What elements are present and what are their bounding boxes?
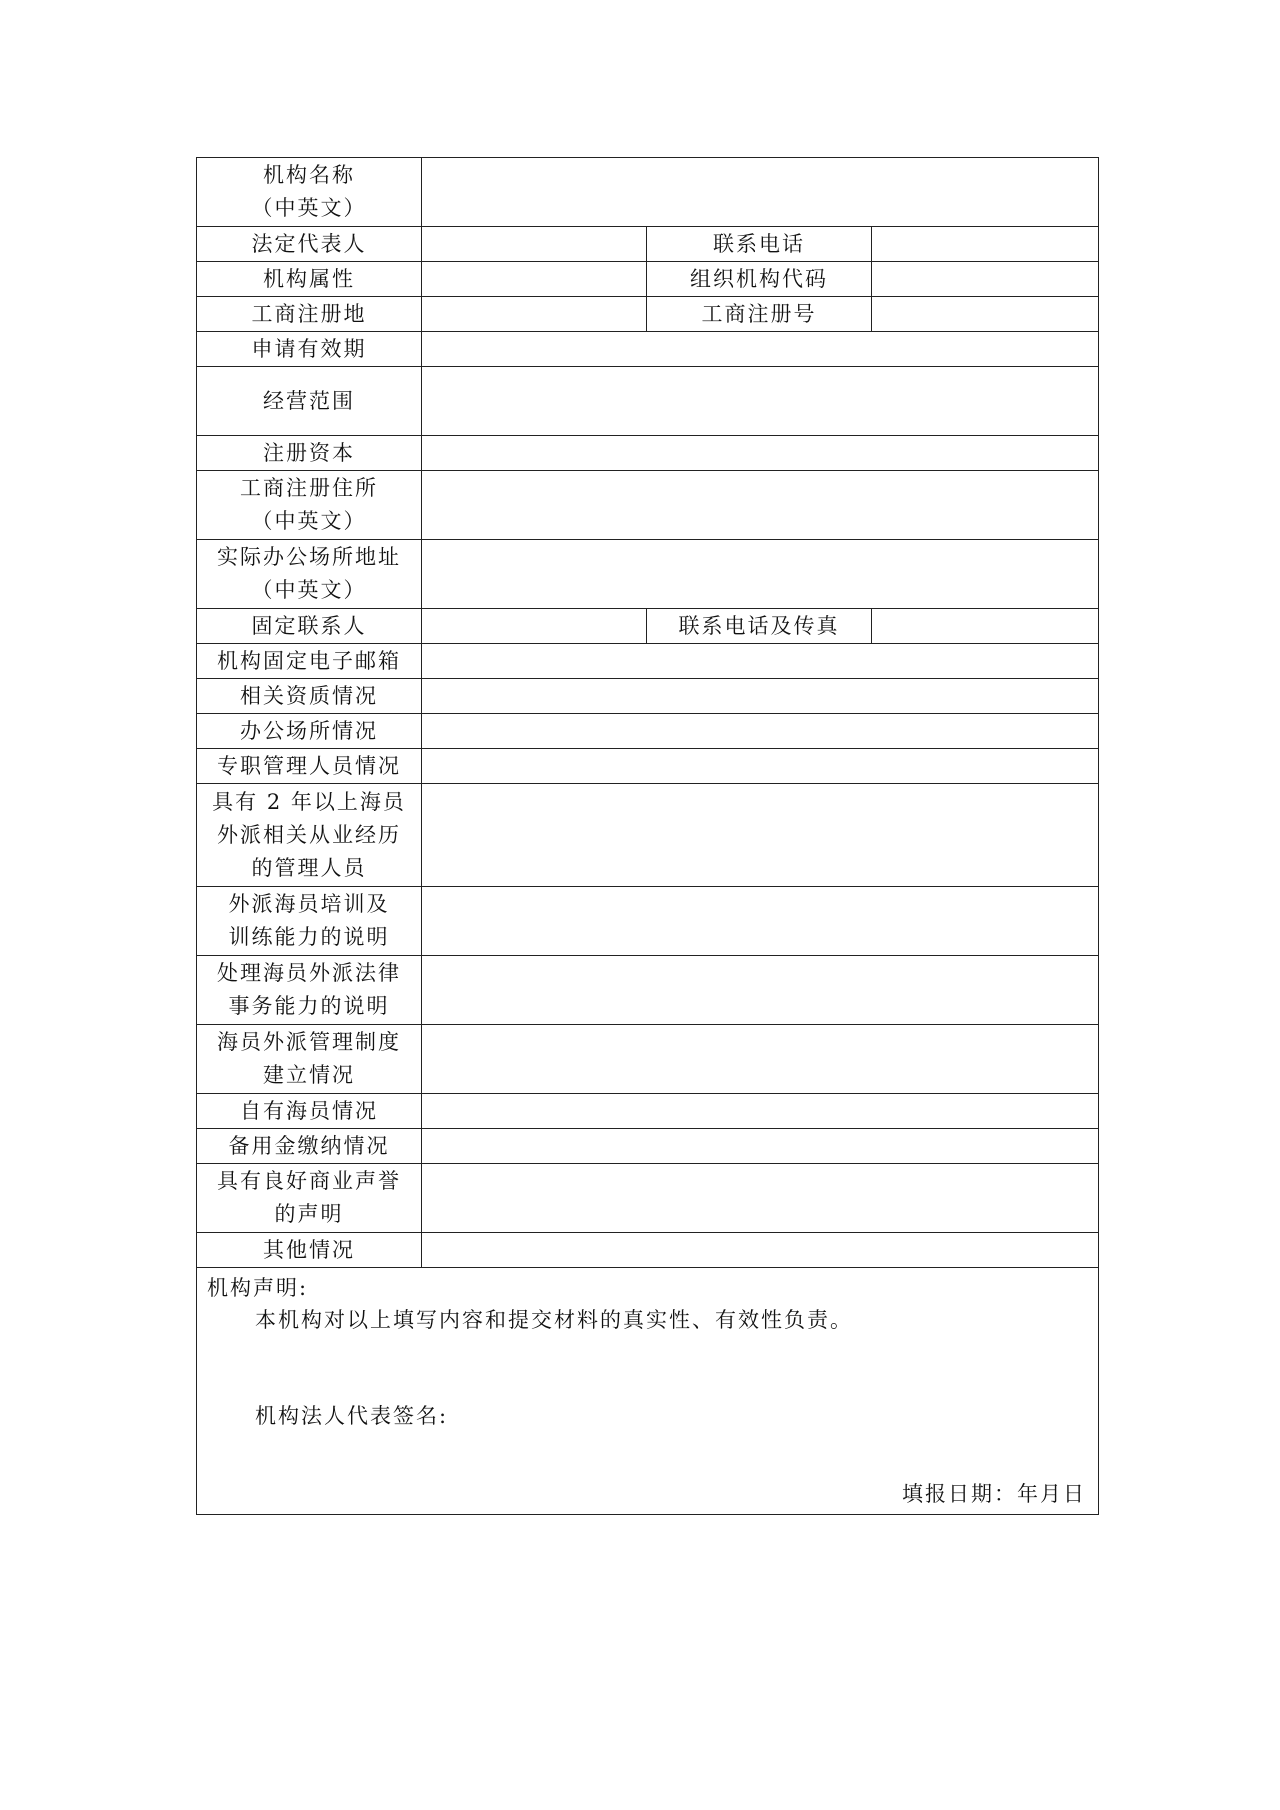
row-reg-capital — [197, 436, 1099, 471]
field-phone-fax[interactable] — [872, 609, 1099, 644]
label-phone-fax: 联系电话及传真 — [647, 609, 872, 644]
label-experienced-mgmt-line2: 外派相关从业经历 — [217, 822, 401, 847]
field-legal-ability[interactable] — [422, 956, 1099, 1025]
field-legal-rep[interactable] — [422, 227, 647, 262]
field-org-code[interactable] — [872, 262, 1099, 297]
label-reputation-line2: 的声明 — [274, 1202, 344, 1226]
label-validity: 申请有效期 — [197, 332, 422, 367]
field-mgmt-system[interactable] — [422, 1025, 1099, 1094]
row-contact — [197, 609, 1099, 644]
row-full-time-mgmt — [197, 749, 1099, 784]
field-org-nature[interactable] — [422, 262, 647, 297]
field-other[interactable] — [422, 1233, 1099, 1268]
row-reputation — [197, 1164, 1099, 1233]
field-biz-reg-place[interactable] — [422, 297, 647, 332]
row-other — [197, 1233, 1099, 1268]
field-office-status[interactable] — [422, 714, 1099, 749]
label-reg-address-line2: （中英文） — [251, 509, 367, 533]
label-biz-reg-place: 工商注册地 — [197, 297, 422, 332]
label-reg-capital: 注册资本 — [197, 436, 422, 471]
field-reserve-fund[interactable] — [422, 1129, 1099, 1164]
field-qualifications[interactable] — [422, 679, 1099, 714]
row-biz-scope — [197, 367, 1099, 436]
row-org-name — [197, 158, 1099, 227]
label-reg-address-line1: 工商注册住所 — [240, 476, 378, 500]
row-declaration — [197, 1268, 1099, 1515]
field-experienced-mgmt[interactable] — [422, 784, 1099, 887]
label-mgmt-system-line1: 海员外派管理制度 — [217, 1030, 401, 1054]
row-reg-address — [197, 471, 1099, 540]
field-phone[interactable] — [872, 227, 1099, 262]
label-org-code: 组织机构代码 — [647, 262, 872, 297]
field-office-address[interactable] — [422, 540, 1099, 609]
field-validity[interactable] — [422, 332, 1099, 367]
field-reg-address[interactable] — [422, 471, 1099, 540]
row-own-seafarers — [197, 1094, 1099, 1129]
row-legal-ability — [197, 956, 1099, 1025]
label-experienced-mgmt — [197, 784, 422, 887]
label-legal-rep: 法定代表人 — [197, 227, 422, 262]
label-experienced-mgmt-line3: 的管理人员 — [251, 855, 367, 880]
label-org-name-line1: 机构名称 — [263, 163, 355, 187]
label-phone: 联系电话 — [647, 227, 872, 262]
row-training-ability — [197, 887, 1099, 956]
label-contact-person: 固定联系人 — [197, 609, 422, 644]
label-org-name-line2: （中英文） — [251, 196, 367, 220]
field-training-ability[interactable] — [422, 887, 1099, 956]
field-biz-scope[interactable] — [422, 367, 1099, 436]
label-mgmt-system-line2: 建立情况 — [263, 1063, 355, 1087]
label-legal-ability — [197, 956, 422, 1025]
row-org-nature — [197, 262, 1099, 297]
row-reserve-fund — [197, 1129, 1099, 1164]
label-reputation — [197, 1164, 422, 1233]
label-legal-ability-line2: 事务能力的说明 — [228, 994, 390, 1018]
signature-label: 机构法人代表签名: — [255, 1404, 449, 1428]
label-email: 机构固定电子邮箱 — [197, 644, 422, 679]
label-office-address-line2: （中英文） — [251, 578, 367, 602]
field-email[interactable] — [422, 644, 1099, 679]
declaration-body: 本机构对以上填写内容和提交材料的真实性、有效性负责。 — [255, 1308, 853, 1332]
label-biz-scope: 经营范围 — [197, 367, 422, 436]
field-biz-reg-no[interactable] — [872, 297, 1099, 332]
label-reserve-fund: 备用金缴纳情况 — [197, 1129, 422, 1164]
row-validity — [197, 332, 1099, 367]
row-legal-rep — [197, 227, 1099, 262]
label-org-nature: 机构属性 — [197, 262, 422, 297]
label-org-name — [197, 158, 422, 227]
field-contact-person[interactable] — [422, 609, 647, 644]
label-office-address-line1: 实际办公场所地址 — [217, 545, 401, 569]
field-org-name[interactable] — [422, 158, 1099, 227]
label-mgmt-system — [197, 1025, 422, 1094]
label-qualifications: 相关资质情况 — [197, 679, 422, 714]
declaration-title: 机构声明: — [207, 1276, 309, 1300]
field-full-time-mgmt[interactable] — [422, 749, 1099, 784]
row-qualifications — [197, 679, 1099, 714]
field-reg-capital[interactable] — [422, 436, 1099, 471]
row-biz-reg — [197, 297, 1099, 332]
label-reg-address — [197, 471, 422, 540]
label-experienced-mgmt-line1: 具有 2 年以上海员 — [212, 789, 406, 814]
label-legal-ability-line1: 处理海员外派法律 — [217, 961, 401, 985]
label-training-ability-line1: 外派海员培训及 — [228, 892, 390, 916]
fill-date-label: 填报日期：年月日 — [902, 1482, 1086, 1506]
label-full-time-mgmt: 专职管理人员情况 — [197, 749, 422, 784]
field-reputation[interactable] — [422, 1164, 1099, 1233]
field-own-seafarers[interactable] — [422, 1094, 1099, 1129]
label-own-seafarers: 自有海员情况 — [197, 1094, 422, 1129]
label-reputation-line1: 具有良好商业声誉 — [217, 1169, 401, 1193]
label-office-address — [197, 540, 422, 609]
row-experienced-mgmt — [197, 784, 1099, 887]
label-office-status: 办公场所情况 — [197, 714, 422, 749]
application-form-table — [196, 157, 1099, 1515]
label-biz-reg-no: 工商注册号 — [647, 297, 872, 332]
declaration-section — [197, 1268, 1099, 1515]
label-other: 其他情况 — [197, 1233, 422, 1268]
row-email — [197, 644, 1099, 679]
label-training-ability-line2: 训练能力的说明 — [228, 925, 390, 949]
row-office-address — [197, 540, 1099, 609]
row-mgmt-system — [197, 1025, 1099, 1094]
row-office-status — [197, 714, 1099, 749]
label-training-ability — [197, 887, 422, 956]
